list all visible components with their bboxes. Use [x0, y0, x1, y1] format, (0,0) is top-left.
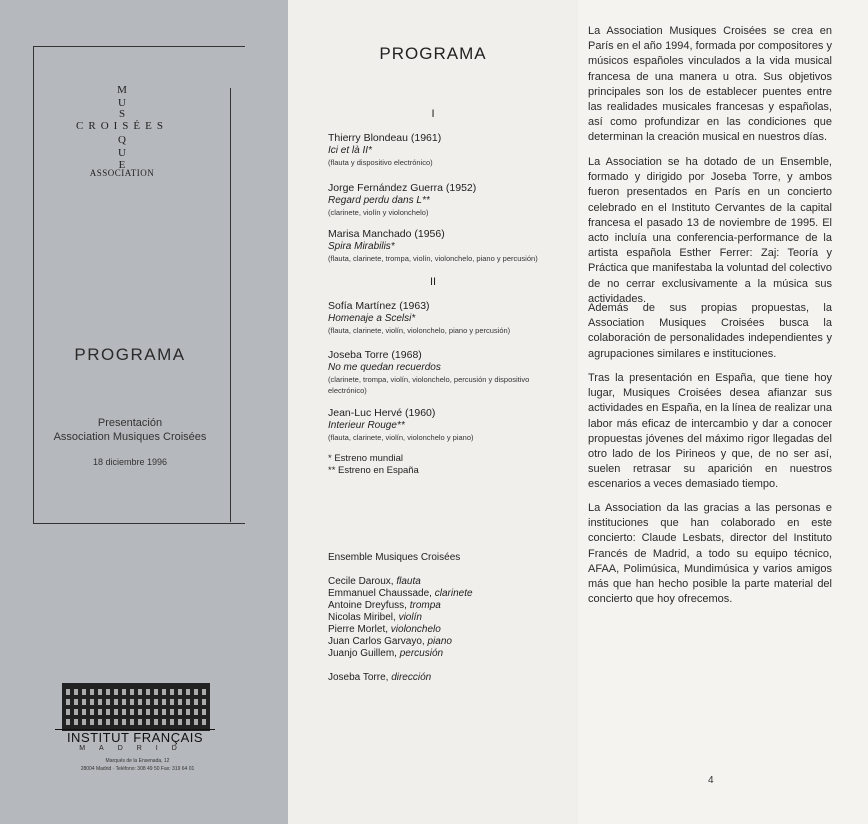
ensemble-member: [328, 624, 441, 636]
composer: Sofía Martínez (1963): [328, 300, 430, 312]
member-name: Pierre Morlet,: [328, 624, 391, 635]
work-title: Ici et là II*: [328, 145, 372, 156]
ensemble-member: [328, 648, 443, 660]
program-title: PROGRAMA: [379, 44, 487, 63]
ensemble-member: [328, 588, 473, 600]
work-title: Regard perdu dans L**: [328, 195, 430, 206]
ensemble-title: Ensemble Musiques Croisées: [328, 552, 461, 563]
program-entry: [328, 349, 548, 396]
program-entry: [328, 182, 548, 218]
program-entry: [328, 407, 548, 443]
member-role: percusión: [399, 648, 444, 659]
ensemble-director: [328, 672, 431, 684]
acrostic-horizontal: CROISÉES: [76, 120, 168, 132]
about-paragraph: La Association da las gracias a las personas e instituciones que han colaborado en este concierto: Claude Lesbats, director del Instituto Francés de Madrid, a todo su equipo técnico, AFAA, Polimúsica, Mundimúsica y varios amigos más que han hecho posible la parte material del concierto que hoy ofrecemos.: [588, 502, 832, 606]
institute-city: MADRID: [79, 745, 191, 752]
cover-date: 18 diciembre 1996: [92, 457, 168, 467]
about-paragraph: Tras la presentación en España, que tiene hoy lugar, Musiques Croisées desea afianzar sus actividades en España, en la línea de realizar una labor más eficaz de intercambio y dar a conocer propuestas jóvenes del máximo rigor llegadas del otro lado de los Pirineos y que, de no ser así, suelen retrasar su aparición en nuestros escenarios a veces demasiado tiempo.: [588, 372, 832, 491]
part-1-label: I: [431, 108, 435, 120]
work-title: Interieur Rouge**: [328, 420, 405, 431]
member-role: dirección: [391, 672, 432, 683]
program-entry: [328, 132, 548, 168]
member-name: Nicolas Miribel,: [328, 612, 399, 623]
member-name: Antoine Dreyfuss,: [328, 600, 410, 611]
composer: Thierry Blondeau (1961): [328, 132, 442, 144]
instrumentation: (flauta, clarinete, trompa, violín, violonchelo, piano y percusión): [328, 254, 538, 263]
member-role: flauta: [396, 576, 421, 587]
composer: Jorge Fernández Guerra (1952): [328, 182, 477, 194]
institute-address: [55, 757, 220, 773]
ensemble-member: [328, 636, 452, 648]
acrostic-letter: U: [118, 146, 126, 159]
instrumentation: (flauta, clarinete, violín, violonchelo y piano): [328, 433, 474, 442]
about-paragraph: La Association Musiques Croisées se crea en París en el año 1994, formada por compositores y músicos españoles vinculados a la vida musical francesa de una manera u otra. Sus objetivos principales son los de establecer puentes entre las realidades musicales francesas y españolas, así como profundizar en las condiciones que determinan la creación musical en nuestros días.: [588, 25, 832, 144]
acrostic-bottom: ASSOCIATION: [89, 168, 155, 178]
member-role: violín: [398, 612, 422, 623]
institute-address-line-2: 28004 Madrid · Teléfono: 308 49 50 Fax: 319 64 01: [80, 766, 195, 772]
about-paragraph: Además de sus propias propuestas, la Association Musiques Croisées busca la colaboración de personalidades independientes y agrupaciones similares e instituciones.: [588, 302, 832, 360]
instrumentation: (flauta y dispositivo electrónico): [328, 158, 433, 167]
ensemble-member: [328, 576, 421, 588]
institute-address-line-1: Marqués de la Ensenada, 12: [105, 758, 170, 764]
member-name: Juanjo Guillem,: [328, 648, 400, 659]
work-title: No me quedan recuerdos: [328, 362, 441, 373]
member-name: Joseba Torre,: [328, 672, 392, 683]
composer: Jean-Luc Hervé (1960): [328, 407, 436, 419]
acrostic-letter: U: [118, 96, 126, 109]
instrumentation: (flauta, clarinete, violín, violonchelo, piano y percusión): [328, 326, 511, 335]
about-paragraph: La Association se ha dotado de un Ensemble, formado y dirigido por Joseba Torre, y ambos fueron presentados en París en un concierto celebrado en el Instituto Cervantes de la capital francesa el pasado 13 de noviembre de 1995. El acto incluía una conferencia-performance de la artista española Esther Ferrer: Zaj: Teoría y Práctica que manifestaba la voluntad del colectivo de no cerrar exclusivamente a la música sus actividades.: [588, 156, 832, 305]
instrumentation: (clarinete, trompa, violín, violonchelo, percusión y dispositivo electrónico): [328, 375, 530, 395]
work-title: Spira Mirabilis*: [328, 241, 395, 252]
note-world-premiere: * Estreno mundial: [328, 453, 403, 464]
cover-subtitle-line-2: Association Musiques Croisées: [53, 431, 207, 443]
note-spain-premiere: ** Estreno en España: [328, 465, 419, 476]
about-panel: [578, 0, 868, 824]
instrumentation: (clarinete, violín y violonchelo): [328, 208, 429, 217]
member-role: trompa: [409, 600, 441, 611]
acrostic-s: S: [118, 108, 126, 120]
composer: Marisa Manchado (1956): [328, 228, 445, 240]
program-entry: [328, 300, 548, 336]
cover-panel: [0, 0, 288, 824]
ensemble-member: [328, 600, 441, 612]
member-name: Cecile Daroux,: [328, 576, 397, 587]
member-role: piano: [427, 636, 452, 647]
acrostic-letter: M: [117, 84, 127, 96]
acrostic-letter: Q: [118, 134, 126, 146]
institute-building-image: [62, 683, 210, 731]
cover-title: PROGRAMA: [74, 345, 186, 364]
member-role: violonchelo: [390, 624, 441, 635]
part-2-label: II: [429, 276, 437, 288]
acrostic-letter: E: [118, 159, 126, 171]
page-number: 4: [708, 775, 714, 786]
program-panel: [288, 0, 578, 824]
institute-logo-text: INSTITUT FRANÇAIS: [55, 729, 215, 745]
member-name: Juan Carlos Garvayo,: [328, 636, 428, 647]
work-title: Homenaje a Scelsi*: [328, 313, 416, 324]
composer: Joseba Torre (1968): [328, 349, 422, 361]
member-name: Emmanuel Chaussade,: [328, 588, 435, 599]
member-role: clarinete: [434, 588, 473, 599]
cover-subtitle: [0, 416, 260, 444]
program-entry: [328, 228, 548, 264]
cover-subtitle-line-1: Presentación: [97, 417, 163, 429]
ensemble-member: [328, 612, 422, 624]
